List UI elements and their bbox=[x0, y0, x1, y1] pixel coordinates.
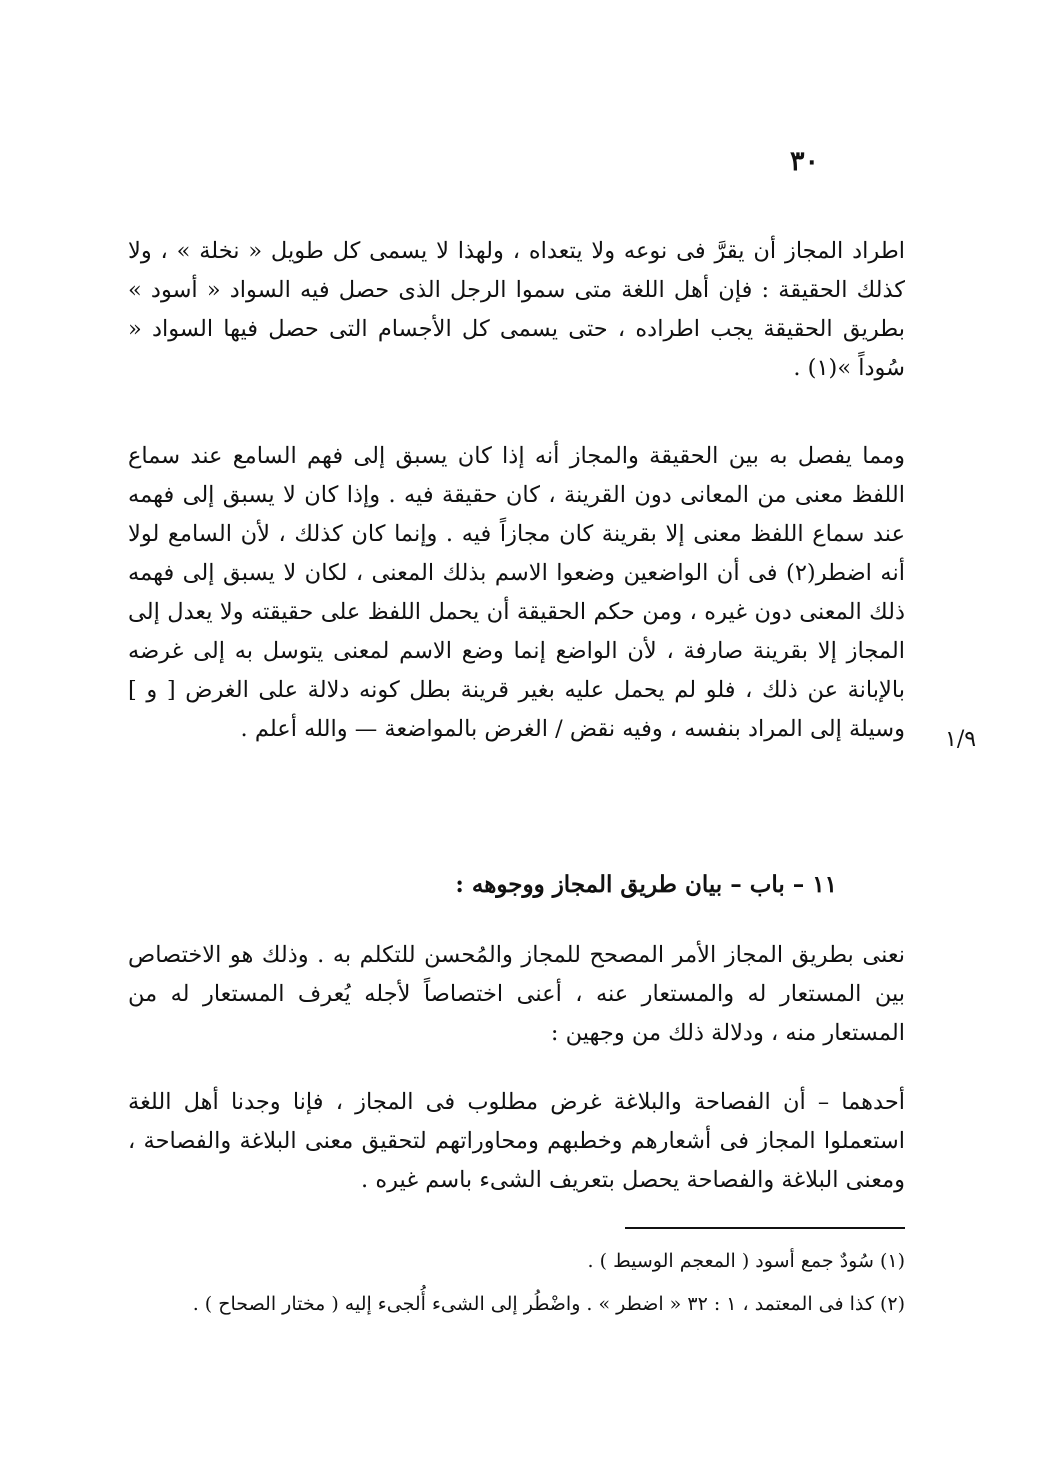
page-number: ٣٠ bbox=[789, 146, 819, 177]
footnote-1: (١) سُودٌ جمع أسود ( المعجم الوسيط ) . bbox=[587, 1250, 905, 1272]
paragraph-3: نعنى بطريق المجاز الأمر المصحح للمجاز والمُحسن للتكلم به . وذلك هو الاختصاص بين المستعار له والمستعار عنه ، أعنى اختصاصاً لأجله يُعرف المستعار له من المستعار منه ، ودلالة ذلك من وجهين : bbox=[128, 942, 905, 1046]
paragraph-4: أحدهما – أن الفصاحة والبلاغة غرض مطلوب فى المجاز ، فإنا وجدنا أهل اللغة استعملوا المجاز فى أشعارهم وخطبهم ومحاوراتهم لتحقيق معنى البلاغة والفصاحة ، ومعنى البلاغة والفصاحة يحصل بتعريف الشىء باسم غيره . bbox=[128, 1089, 905, 1193]
footnote-divider bbox=[625, 1227, 905, 1229]
paragraph-2: ومما يفصل به بين الحقيقة والمجاز أنه إذا كان يسبق إلى فهم السامع عند سماع اللفظ معنى من المعانى دون القرينة ، كان حقيقة فيه . وإذا كان لا يسبق إلى فهمه عند سماع اللفظ معنى إلا بقرينة كان مجازاً فيه . وإنما كان كذلك ، لأن السامع لولا أنه اضطر(٢) فى أن الواضعين وضعوا الاسم بذلك المعنى ، لكان لا يسبق إلى فهمه ذلك المعنى دون غيره ، ومن حكم الحقيقة أن يحمل اللفظ على حقيقته ولا يعدل إلى المجاز إلا بقرينة صارفة ، لأن الواضع إنما وضع الاسم لمعنى يتوسل به إلى غرضه بالإبانة عن ذلك ، فلو لم يحمل عليه بغير قرينة بطل كونه دلالة على الغرض [ و ] وسيلة إلى المراد بنفسه ، وفيه نقض / الغرض بالمواضعة — والله أعلم . bbox=[128, 443, 905, 742]
footnote-2: (٢) كذا فى المعتمد ، ١ : ٣٢ « اضطر » . واضْطُر إلى الشىء أُلجىء إليه ( مختار الصحاح ) . bbox=[192, 1293, 905, 1315]
section-heading: ١١ – باب – بيان طريق المجاز ووجوهه : bbox=[455, 871, 837, 898]
margin-folio-note: ١/٩ bbox=[945, 727, 977, 752]
paragraph-1: اطراد المجاز أن يقرَّ فى نوعه ولا يتعداه ، ولهذا لا يسمى كل طويل « نخلة » ، ولا كذلك الحقيقة : فإن أهل اللغة متى سموا الرجل الذى حصل فيه السواد « أسود » بطريق الحقيقة يجب اطراده ، حتى يسمى كل الأجسام التى حصل فيها السواد « سُوداً »(١) . bbox=[128, 238, 905, 381]
footnotes bbox=[128, 1240, 905, 1326]
